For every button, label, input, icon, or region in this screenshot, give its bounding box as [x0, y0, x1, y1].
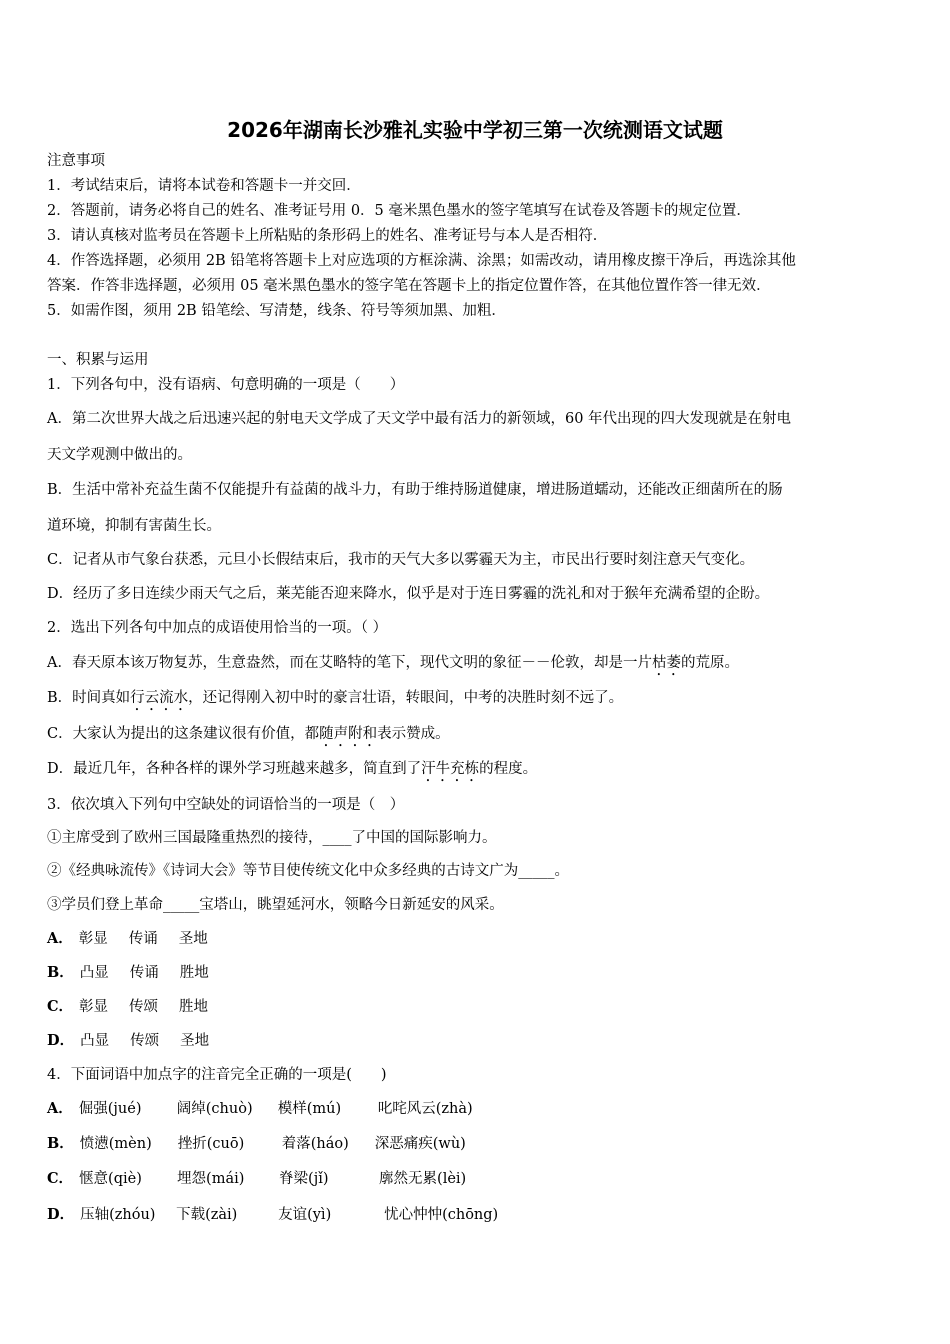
q4-option-a — [47, 1099, 473, 1119]
option-word: 下载(zài) — [176, 1207, 238, 1223]
option-word: 压轴(zhóu) — [80, 1207, 156, 1223]
option-word: 传诵 — [128, 931, 158, 947]
q2-c-text: C．大家认为提出的这条建议很有价值，都 — [47, 726, 320, 742]
option-letter: D． — [47, 1206, 75, 1223]
q2-d-text: D．最近几年，各种各样的课外学习班越来越多，简直到了 — [47, 761, 422, 777]
option-word: 友谊(yì) — [278, 1207, 332, 1223]
option-letter: A． — [47, 1100, 73, 1117]
option-word: 彰显 — [79, 999, 109, 1015]
option-letter: C． — [47, 1170, 74, 1187]
page-title: 2026年湖南长沙雅礼实验中学初三第一次统测语文试题 — [227, 118, 723, 142]
q2-option-d — [47, 759, 537, 785]
q2-a-text-end: 的荒原。 — [680, 655, 739, 671]
q3-option-d — [47, 1031, 209, 1051]
option-word: 传颂 — [129, 999, 159, 1015]
option-word: 惬意(qiè) — [79, 1171, 142, 1187]
option-word: 胜地 — [179, 999, 209, 1015]
option-word: 廓然无累(lèi) — [379, 1171, 467, 1187]
q1-option-b: B．生活中常补充益生菌不仅能提升有益菌的战斗力，有助于维持肠道健康，增进肠道蠕动，还能改正细菌所在的肠 — [47, 482, 783, 498]
option-word: 忧心忡忡(chōng) — [384, 1207, 499, 1223]
option-word: 传颂 — [130, 1033, 160, 1049]
option-word: 深恶痛疾(wù) — [374, 1136, 466, 1152]
q2-d-dotted-idiom: 汗牛充栋 — [421, 761, 480, 777]
question-4-stem: 4．下面词语中加点字的注音完全正确的一项是( ) — [47, 1067, 387, 1083]
option-word: 埋怨(mái) — [177, 1171, 245, 1187]
option-word: 彰显 — [78, 931, 108, 947]
q4-option-d — [47, 1205, 498, 1225]
q2-c-dotted-idiom: 随声附和 — [319, 726, 378, 742]
q2-a-dotted-idiom: 枯萎 — [651, 655, 681, 671]
option-word: 脊梁(jǐ) — [279, 1171, 329, 1187]
notice-line: 1．考试结束后，请将本试卷和答题卡一并交回． — [47, 178, 361, 194]
q3-option-b — [47, 963, 209, 983]
option-word: 挫折(cuō) — [177, 1136, 245, 1152]
notice-line: 5．如需作图，须用 2B 铅笔绘、写清楚，线条、符号等须加黑、加粗． — [47, 303, 506, 319]
notice-line: 答案．作答非选择题，必须用 05 毫米黑色墨水的签字笔在答题卡上的指定位置作答，在其他位置作答一律无效． — [47, 278, 771, 294]
notice-line: 2．答题前，请务必将自己的姓名、准考证号用 0．5 毫米黑色墨水的签字笔填写在试卷及答题卡的规定位置． — [47, 203, 751, 219]
q1-option-a: A．第二次世界大战之后迅速兴起的射电天文学成了天文学中最有活力的新领域，60 年代出现的四大发现就是在射电 — [47, 411, 792, 427]
option-word: 倔强(jué) — [78, 1101, 142, 1117]
option-word: 圣地 — [180, 1033, 210, 1049]
option-word: 凸显 — [79, 965, 109, 981]
option-letter: A． — [47, 930, 73, 947]
question-3-stem: 3．依次填入下列句中空缺处的词语恰当的一项是（ ） — [47, 797, 405, 813]
q2-b-dotted-idiom: 行云流水 — [130, 690, 189, 706]
q1-option-b-cont: 道环境，抑制有害菌生长。 — [47, 518, 221, 534]
option-word: 阔绰(chuò) — [176, 1101, 253, 1117]
question-1-stem: 1．下列各句中，没有语病、句意明确的一项是（ ） — [47, 377, 405, 393]
option-word: 圣地 — [178, 931, 208, 947]
q2-option-c — [47, 724, 450, 750]
option-word: 传诵 — [129, 965, 159, 981]
q2-d-text-end: 的程度。 — [479, 761, 538, 777]
option-letter: B． — [47, 964, 74, 981]
q3-option-a — [47, 929, 208, 949]
q3-sentence-3: ③学员们登上革命_____宝塔山，眺望延河水，领略今日新延安的风采。 — [47, 897, 504, 913]
q2-b-text: B．时间真如 — [47, 690, 131, 706]
notice-line: 3．请认真核对监考员在答题卡上所粘贴的条形码上的姓名、准考证号与本人是否相符． — [47, 228, 608, 244]
q4-option-b — [47, 1134, 466, 1154]
option-word: 着落(háo) — [281, 1136, 349, 1152]
option-word: 胜地 — [179, 965, 209, 981]
q1-option-d: D．经历了多日连续少雨天气之后，莱芜能否迎来降水，似乎是对于连日雾霾的洗礼和对于猴年充满希望的企盼。 — [47, 586, 770, 602]
q3-option-c — [47, 997, 208, 1017]
option-word: 模样(mú) — [277, 1101, 342, 1117]
q3-sentence-1: ①主席受到了欧州三国最隆重热烈的接待，____了中国的国际影响力。 — [47, 830, 497, 846]
option-word: 愤懑(mèn) — [79, 1136, 152, 1152]
notice-heading: 注意事项 — [47, 153, 105, 169]
q2-c-text-end: 表示赞成。 — [377, 726, 450, 742]
option-word: 凸显 — [80, 1033, 110, 1049]
option-word: 叱咤风云(zhà) — [377, 1101, 473, 1117]
q2-b-text-end: ，还记得刚入初中时的豪言壮语，转眼间，中考的决胜时刻不远了。 — [188, 690, 624, 706]
q2-a-text: A．春天原本该万物复苏，生意盎然，而在艾略特的笔下，现代文明的象征－－伦敦，却是一片 — [47, 655, 652, 671]
q3-sentence-2: ②《经典咏流传》《诗词大会》等节目使传统文化中众多经典的古诗文广为_____。 — [47, 863, 569, 879]
q1-option-a-cont: 天文学观测中做出的。 — [47, 447, 192, 463]
option-letter: B． — [47, 1135, 74, 1152]
q1-option-c: C．记者从市气象台获悉，元旦小长假结束后，我市的天气大多以雾霾天为主，市民出行要时刻注意天气变化。 — [47, 552, 755, 568]
section-heading: 一、积累与运用 — [47, 352, 149, 368]
option-letter: C． — [47, 998, 74, 1015]
option-letter: D． — [47, 1032, 75, 1049]
notice-line: 4．作答选择题，必须用 2B 铅笔将答题卡上对应选项的方框涂满、涂黑；如需改动，请用橡皮擦干净后，再选涂其他 — [47, 253, 796, 269]
q2-option-b — [47, 688, 623, 714]
q4-option-c — [47, 1169, 466, 1189]
q2-option-a — [47, 653, 739, 679]
question-2-stem: 2．选出下列各句中加点的成语使用恰当的一项。（ ） — [47, 620, 388, 636]
